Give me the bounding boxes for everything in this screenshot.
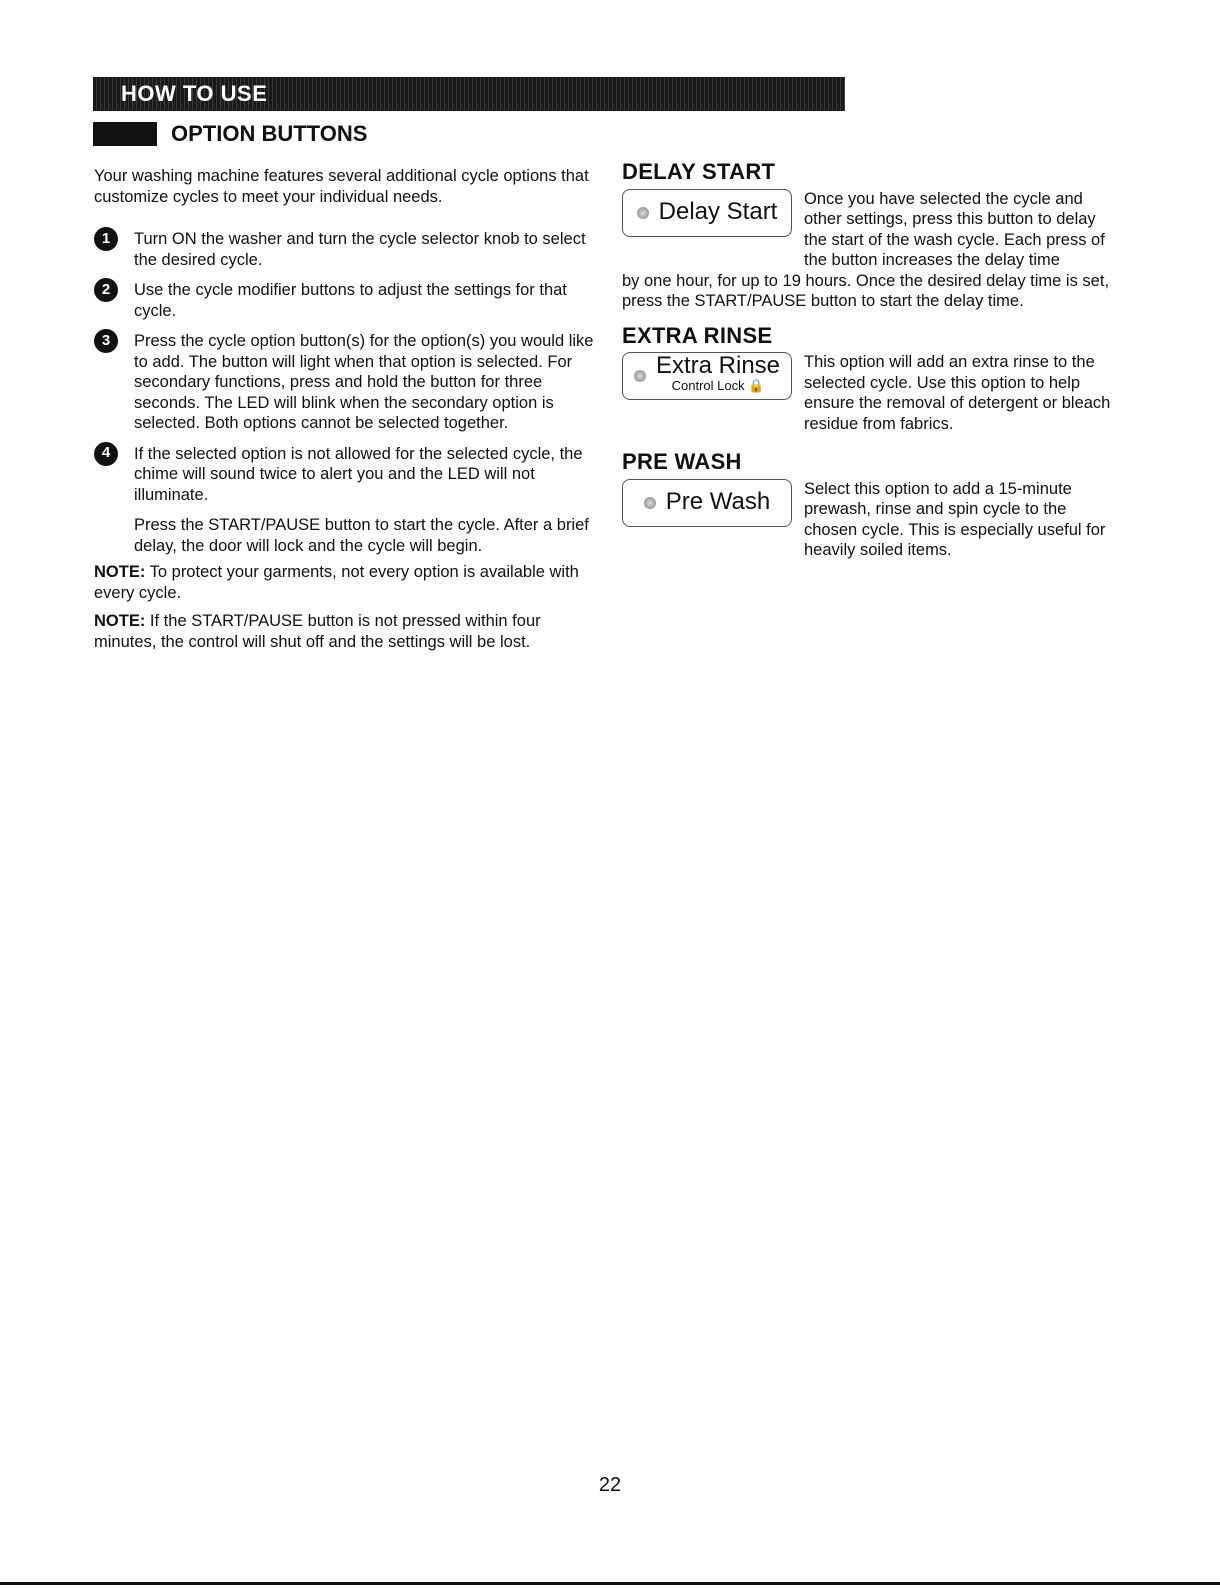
pre-wash-button-graphic — [622, 479, 792, 527]
extra-rinse-row — [622, 352, 1122, 434]
title-block-marker — [93, 122, 157, 146]
note-text: To protect your garments, not every option is available with every cycle. — [94, 563, 579, 602]
delay-start-button-graphic — [622, 189, 792, 237]
step-3 — [94, 331, 594, 434]
step-2 — [94, 280, 594, 321]
header-label: HOW TO USE — [121, 81, 268, 106]
delay-start-heading: DELAY START — [622, 159, 776, 184]
pre-wash-heading: PRE WASH — [622, 449, 742, 474]
step-text: Press the cycle option button(s) for the option(s) you would like to add. The button will light when that option is selected. For secondary functions, press and hold the button for three seconds. The LED will blink when the secondary option is selected. Both options cannot be selected together. — [134, 332, 594, 432]
button-label: Extra Rinse — [655, 352, 781, 379]
step-text: If the selected option is not allowed for the selected cycle, the chime will sound twice to alert you and the LED will not illuminate. — [134, 444, 583, 504]
button-label: Pre Wash — [665, 488, 771, 516]
delay-start-description-continued: by one hour, for up to 19 hours. Once the desired delay time is set, press the START/PAUSE button to start the delay time. — [622, 271, 1110, 310]
section-header-bar — [93, 77, 845, 111]
step-text: Turn ON the washer and turn the cycle selector knob to select the desired cycle. — [134, 230, 586, 269]
section-title — [93, 120, 367, 148]
step-number-badge: 4 — [94, 442, 118, 466]
note-label: NOTE: — [94, 563, 146, 581]
note-1 — [94, 562, 594, 603]
led-indicator-icon — [637, 207, 649, 219]
extra-rinse-description: This option will add an extra rinse to the selected cycle. Use this option to help ensure the removal of detergent or bleach residue from fabrics. — [804, 353, 1111, 433]
bottom-rule — [0, 1582, 1220, 1585]
step-number-badge: 2 — [94, 278, 118, 302]
lock-icon: 🔒 — [748, 378, 765, 393]
note-2 — [94, 611, 594, 652]
pre-wash-row — [622, 479, 1122, 561]
intro-paragraph: Your washing machine features several additional cycle options that customize cycles to meet your individual needs. — [94, 167, 589, 206]
pre-wash-description: Select this option to add a 15-minute prewash, rinse and spin cycle to the chosen cycle. This is especially useful for heavily soiled items. — [804, 479, 1106, 559]
delay-start-description: Once you have selected the cycle and other settings, press this button to delay the start of the wash cycle. Each press of the button increases the delay time — [804, 189, 1105, 269]
step-text: Use the cycle modifier buttons to adjust the settings for that cycle. — [134, 281, 567, 320]
note-label: NOTE: — [94, 612, 146, 630]
delay-start-row — [622, 189, 1122, 271]
extra-rinse-button-graphic — [622, 352, 792, 400]
extra-rinse-heading: EXTRA RINSE — [622, 322, 773, 348]
note-text: If the START/PAUSE button is not pressed within four minutes, the control will shut off and the settings will be lost. — [94, 612, 541, 651]
led-indicator-icon — [644, 497, 656, 509]
section-title-text: OPTION BUTTONS — [171, 121, 368, 146]
step-4 — [94, 444, 594, 506]
press-start-paragraph: Press the START/PAUSE button to start the cycle. After a brief delay, the door will lock and the cycle will begin. — [134, 516, 589, 555]
button-label: Delay Start — [658, 198, 778, 226]
step-number-badge: 1 — [94, 227, 118, 251]
secondary-label: Control Lock 🔒 — [671, 378, 765, 393]
left-column — [94, 166, 594, 660]
page-number: 22 — [598, 1474, 622, 1496]
right-column — [622, 159, 1122, 561]
led-indicator-icon — [634, 370, 646, 382]
step-1 — [94, 229, 594, 270]
step-number-badge: 3 — [94, 329, 118, 353]
